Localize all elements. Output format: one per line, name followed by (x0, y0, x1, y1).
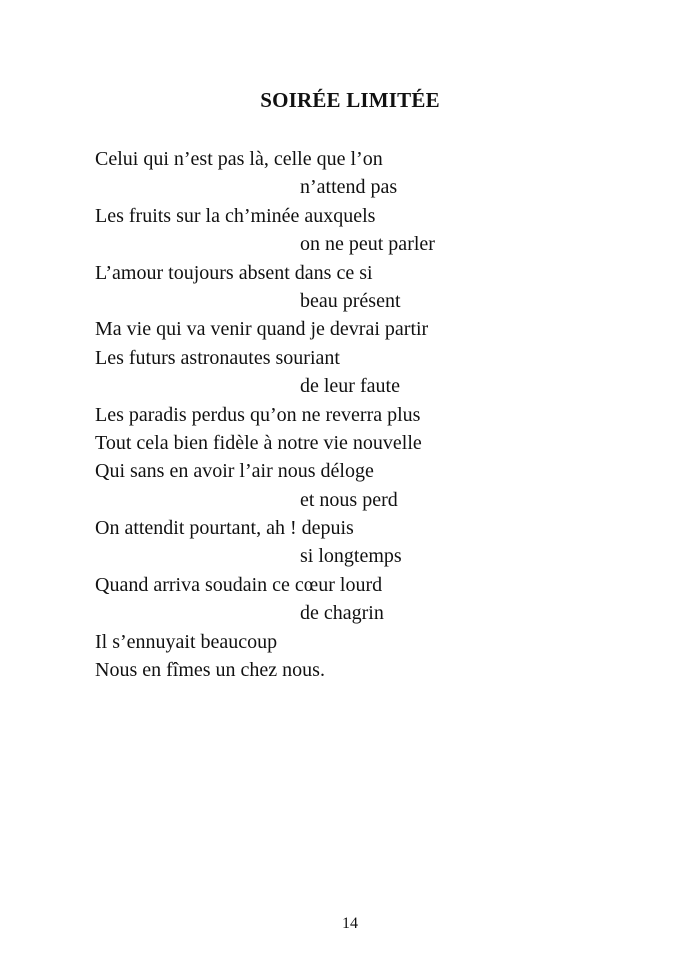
poem-title: SOIRÉE LIMITÉE (260, 88, 440, 112)
poem-line: L’amour toujours absent dans ce si (95, 261, 373, 284)
page-number: 14 (342, 915, 358, 932)
poem-line: Tout cela bien fidèle à notre vie nouvelle (95, 431, 422, 454)
poem-line: Qui sans en avoir l’air nous déloge (95, 460, 374, 483)
poem-line-continuation: n’attend pas (300, 176, 398, 199)
poem-line: Ma vie qui va venir quand je devrai partir (95, 318, 429, 341)
poem-line: Nous en fîmes un chez nous. (95, 659, 325, 682)
poem-line-continuation: de leur faute (300, 375, 400, 398)
poem-line-continuation: et nous perd (300, 488, 398, 511)
poem-line: Les paradis perdus qu’on ne reverra plus (95, 403, 421, 426)
poem-line: Les fruits sur la ch’minée auxquels (95, 204, 376, 227)
poem-body (95, 145, 655, 684)
poem-line: Il s’ennuyait beaucoup (95, 630, 278, 653)
poem-line-continuation: beau présent (300, 289, 401, 312)
poem-line-continuation: si longtemps (300, 545, 402, 568)
poem-line-continuation: de chagrin (300, 602, 384, 625)
poem-line-continuation: on ne peut parler (300, 233, 435, 256)
poem-line: On attendit pourtant, ah ! depuis (95, 517, 354, 540)
poem-line: Les futurs astronautes souriant (95, 346, 340, 369)
poem-line: Celui qui n’est pas là, celle que l’on (95, 148, 383, 170)
poem-line: Quand arriva soudain ce cœur lourd (95, 573, 383, 596)
